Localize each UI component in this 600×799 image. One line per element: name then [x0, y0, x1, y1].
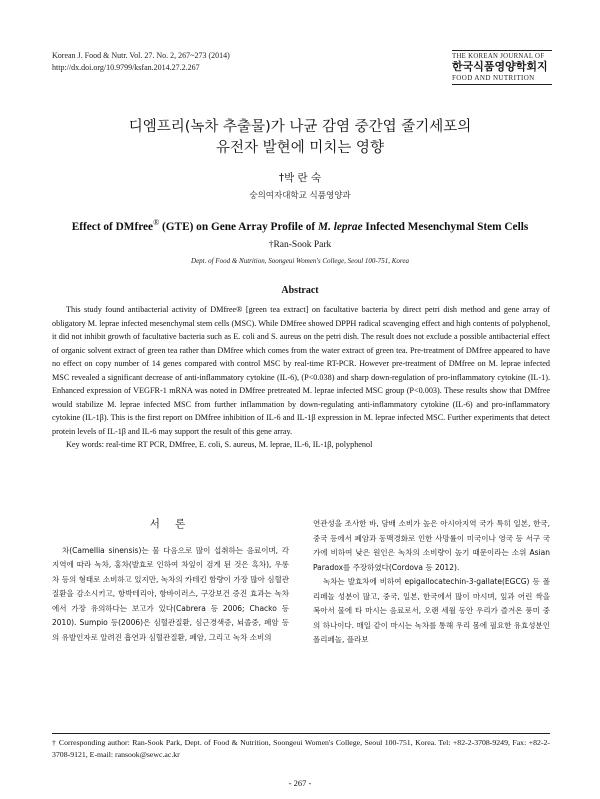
- paper-title-english: [0, 218, 600, 233]
- registered-mark: ®: [153, 218, 160, 227]
- affiliation-korean: 숭의여자대학교 식품영양과: [249, 191, 351, 201]
- doi-link[interactable]: http://dx.doi.org/10.9799/ksfan.2014.27.2.267: [52, 63, 200, 72]
- abstract-text: This study found antibacterial activity of DMfree® [green tea extract] on facultative bacteria by direct petri dish method and gene array of obligatory M. leprae infected mesenchymal stem cells (MSC). While DMfree showed DPPH radical scavenging effect and high contents of polyphenol, it did not inhibit growth of facultative bacteria such as E. coli and S. aureus on the petri dish. The result does not exclude a possible antibacterial effect of organic solvent extract of green tea rather than DMfree which comes from the water extract of green tea. Pre-treatment of DMfree appeared to have no effect on copy number of 14 genes compared with control MSC by real-time RT-PCR. However pre-treatment of DMfree on M. leprae infected MSC revealed a significant decrease of anti-inflammatory cytokine (IL-6), (P<0.038) and sharp down-regulation of pro-inflammatory cytokine (IL-1). Enhanced expression of VEGFR-1 mRNA was noted in DMfree pretreated M. leprae infected MSC group (P<0.003). These results show that DMfree would stabilize M. leprae infected MSC from further inflammation by down-regulating anti-inflammatory cytokine (IL-6) and pro-inflammatory cytokine (IL-1β). This is the first report on DMfree inhibition of IL-6 and IL-1β expression in M. leprae infected MSC. Further experiments that detect protein levels of IL-1β and IL-6 may support the result of this gene array.: [52, 305, 550, 436]
- author-english: †Ran-Sook Park: [268, 240, 332, 250]
- title-kr-line2: 유전자 발현에 미치는 영향: [216, 140, 384, 156]
- corresponding-author-footnote: † Corresponding author: Ran-Sook Park, Dept. of Food & Nutrition, Soongeui Women's College, Seoul 100-751, Korea. Tel: +82-2-3708-9249, Fax: +82-2-3708-9121, E-mail: ransook@sewc.ac.kr: [52, 738, 550, 759]
- abstract-heading: Abstract: [281, 285, 319, 296]
- journal-name-en: THE KOREAN JOURNAL OF: [452, 50, 552, 60]
- keywords: Key words: real-time RT PCR, DMfree, E. coli, S. aureus, M. leprae, IL-6, IL-1β, polyphenol: [66, 440, 373, 449]
- page-number: - 267 -: [288, 778, 312, 788]
- citation-line: Korean J. Food & Nutr. Vol. 27. No. 2, 267~273 (2014): [52, 51, 230, 60]
- intro-paragraph: 녹차는 발효차에 비하여 epigallocatechin-3-gallate(EGCG) 등 폴리페놀 성분이 많고, 중국, 일본, 한국에서 많이 마시며, 잎과 어린 싹을 복아서 물에 타 마시는 음료로서, 오랜 세월 동안 우리가 즐겨온 풍미 중의 하나이다. 매일 같이 마시는 녹차를 통해 우리 몸에 필요한 유효성분인 폴리페놀, 플라보: [313, 577, 550, 644]
- body-column-right: [313, 517, 550, 648]
- abstract: [52, 303, 550, 452]
- section-heading-introduction: 서 론: [149, 518, 192, 530]
- title-en-part3: Infected Mesenchymal Stem Cells: [362, 220, 529, 233]
- intro-paragraph: 차(Camellia sinensis)는 물 다음으로 많이 섭취하는 음료이며, 각 지역에 따라 녹차, 홍차(발효로 인하여 차잎이 검게 된 것은 흑차), 우롱차 등의 형태로 소비하고 있지만, 녹차의 카테킨 함량이 가장 많아 심혈관질환을 감소시키고, 항박테리아, 항바이러스, 구강보건 증진 효과는 녹차에서 가장 유의하다는 보고가 있다(Cabrera 등 2006; Chacko 등 2010). Sumpio 등(2006)은 심혈관질환, 심근경색증, 뇌졸중, 폐암 등의 유발인자로 알려진 흡연과 심혈관질환, 폐암, 그리고 녹차 소비의: [52, 545, 289, 642]
- journal-name-kr: 한국식품영양학회지: [452, 60, 548, 73]
- affiliation-english: Dept. of Food & Nutrition, Soongeui Women's College, Seoul 100-751, Korea: [191, 257, 409, 265]
- footnote-divider: [52, 733, 550, 734]
- body-column-left: [52, 517, 289, 645]
- journal-logo: [452, 50, 552, 85]
- author-korean: †박 란 숙: [278, 172, 322, 184]
- title-kr-line1: 디엠프리(녹차 추출물)가 나균 감염 중간엽 줄기세포의: [128, 119, 472, 135]
- paper-title-korean: [0, 117, 600, 159]
- title-en-species: M. leprae: [318, 220, 363, 233]
- citation-header: [52, 50, 230, 74]
- title-en-part2: (GTE) on Gene Array Profile of: [159, 220, 319, 233]
- intro-paragraph-continued: 연관성을 조사한 바, 담배 소비가 높은 아시아지역 국가 특히 일본, 한국, 중국 등에서 폐암과 동맥경화로 인한 사망률이 미국이나 영국 등 서구 국가에 비하여 낮은 원인은 녹차의 소비량이 높기 때문이라는 소위 Asian Paradox를 주장하였다(Cordova 등 2012).: [313, 519, 550, 572]
- title-en-part1: Effect of DMfree: [71, 220, 154, 233]
- journal-subtitle: FOOD AND NUTRITION: [452, 74, 552, 85]
